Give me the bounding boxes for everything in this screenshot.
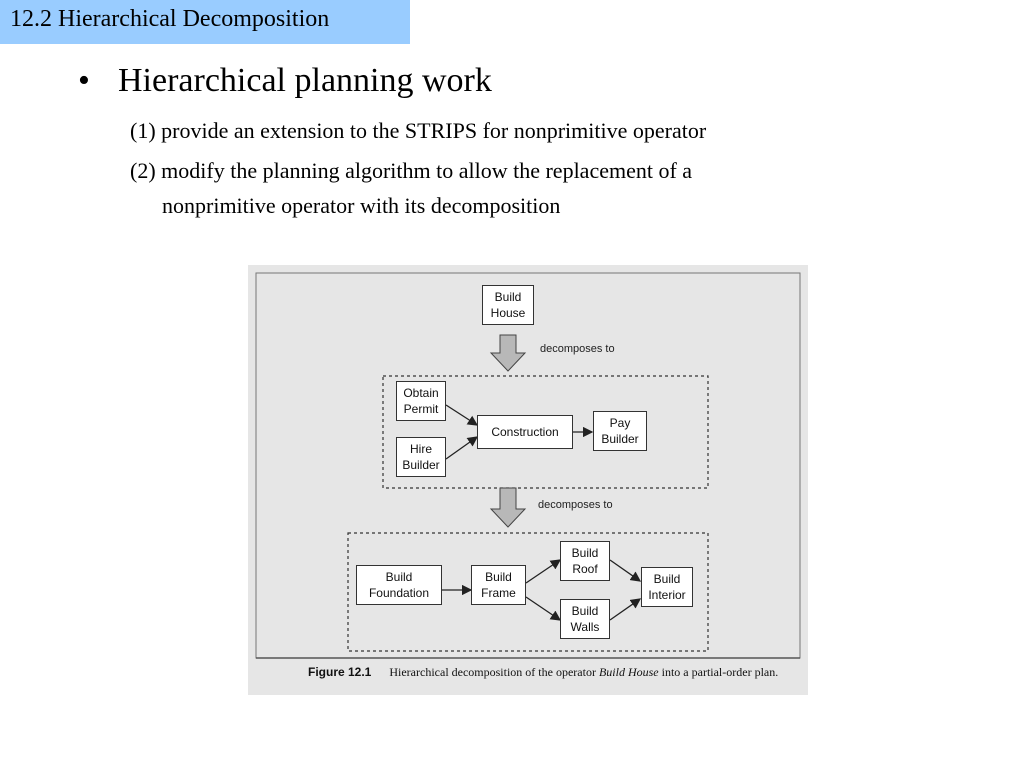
box-build-house-label: Build House: [490, 290, 526, 320]
decomposes-to-label-2: decomposes to: [538, 499, 613, 511]
decompose-arrow-1: [491, 335, 525, 371]
decompose-arrow-2: [491, 488, 525, 527]
box-construction: [477, 415, 573, 449]
figure-12-1: [248, 265, 808, 695]
edge-frame-roof: [526, 560, 560, 583]
caption-text-2: into a partial-order plan.: [658, 665, 779, 679]
box-build-house: [482, 285, 534, 325]
figure-number: Figure 12.1: [308, 665, 372, 679]
box-build-interior: [641, 567, 693, 607]
edge-permit-construction: [446, 405, 477, 425]
box-build-foundation-label: Build Foundation: [368, 570, 430, 600]
box-pay-builder-label: Pay Builder: [601, 416, 639, 446]
box-hire-builder: [396, 437, 446, 477]
point-2: (2) modify the planning algorithm to allow the replacement of a: [130, 158, 693, 183]
point-2-continued: nonprimitive operator with its decomposition: [162, 193, 561, 218]
box-build-roof-label: Build Roof: [571, 546, 599, 576]
bullet-dot: •: [78, 62, 90, 99]
box-build-walls-label: Build Walls: [570, 604, 600, 634]
box-obtain-permit: [396, 381, 446, 421]
edge-builder-construction: [446, 437, 477, 459]
box-construction-label: Construction: [491, 425, 559, 439]
edge-walls-interior: [610, 599, 640, 620]
box-build-frame-label: Build Frame: [481, 570, 516, 600]
box-build-frame: [471, 565, 526, 605]
figure-frame: [256, 273, 800, 658]
box-hire-builder-label: Hire Builder: [402, 442, 440, 472]
box-build-foundation: [356, 565, 442, 605]
box-obtain-permit-label: Obtain Permit: [403, 386, 439, 416]
box-pay-builder: [593, 411, 647, 451]
edge-roof-interior: [610, 560, 640, 581]
box-build-roof: [560, 541, 610, 581]
box-build-interior-label: Build Interior: [648, 572, 686, 602]
decomposes-to-label-1: decomposes to: [540, 343, 615, 355]
edge-frame-walls: [526, 597, 560, 620]
heading-text: Hierarchical planning work: [118, 62, 492, 99]
slide-title: 12.2 Hierarchical Decomposition: [0, 0, 410, 44]
point-1: (1) provide an extension to the STRIPS for nonprimitive operator: [130, 118, 707, 143]
figure-diagram-lines: [248, 265, 808, 695]
box-build-walls: [560, 599, 610, 639]
figure-caption: [308, 665, 778, 680]
caption-italic: Build House: [598, 665, 659, 679]
caption-text-1: Hierarchical decomposition of the operator: [389, 665, 599, 679]
